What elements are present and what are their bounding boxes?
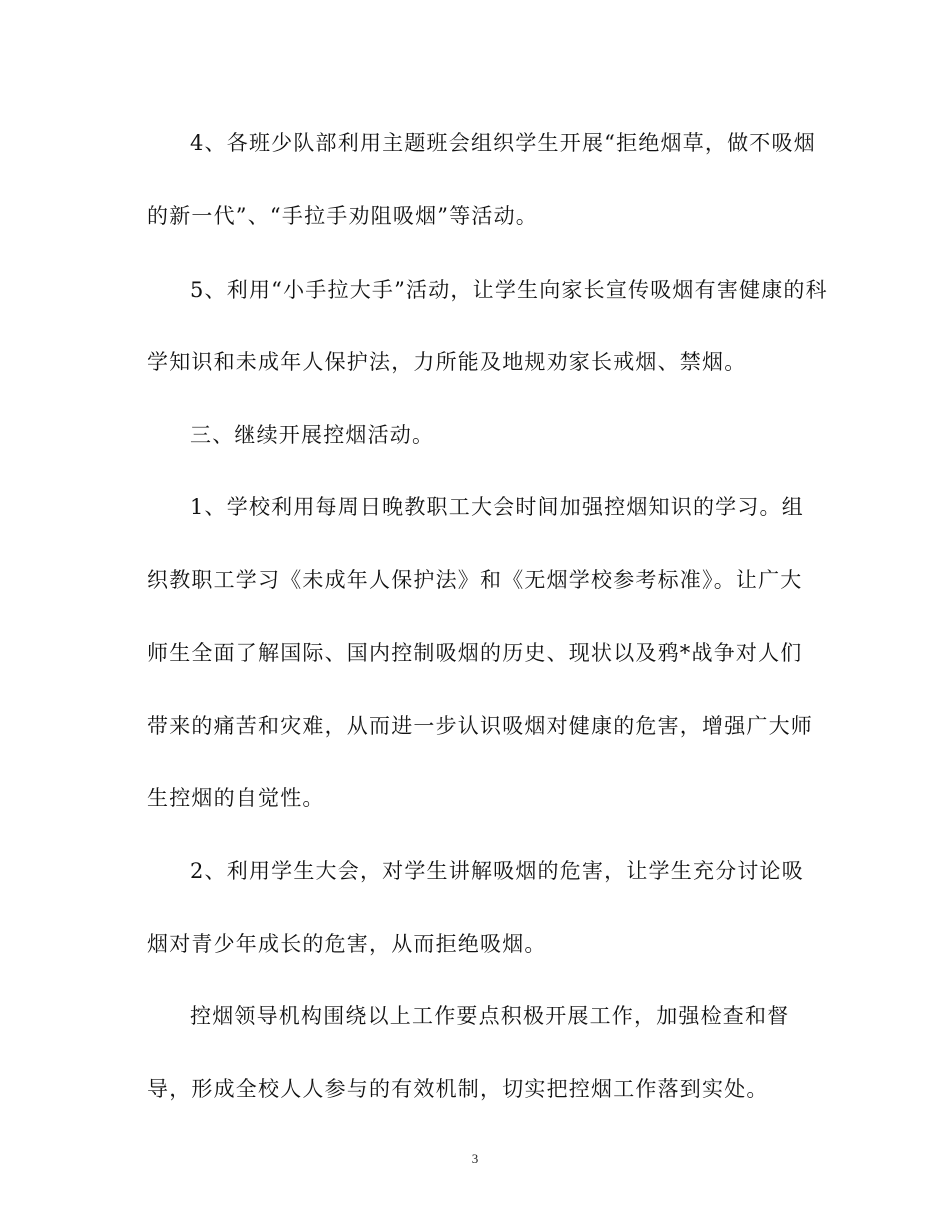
item-1-line-4: 带来的痛苦和灾难，从而进一步认识吸烟对健康的危害，增强广大师: [147, 714, 813, 738]
paragraph-4-line-1: 4、各班少队部利用主题班会组织学生开展“拒绝烟草，做不吸烟: [190, 131, 816, 155]
paragraph-5-line-1: 5、利用“小手拉大手”活动，让学生向家长宣传吸烟有害健康的科: [190, 278, 828, 302]
paragraph-4-line-2: 的新一代”、“手拉手劝阻吸烟”等活动。: [147, 204, 539, 228]
item-1-line-5: 生控烟的自觉性。: [147, 786, 325, 810]
closing-paragraph-line-2: 导，形成全校人人参与的有效机制，切实把控烟工作落到实处。: [147, 1077, 769, 1101]
page-number: 3: [471, 1151, 479, 1166]
item-1-line-2: 织教职工学习《未成年人保护法》和《无烟学校参考标准》。让广大: [147, 568, 803, 592]
item-2-line-2: 烟对青少年成长的危害，从而拒绝吸烟。: [147, 932, 547, 956]
item-1-line-1: 1、学校利用每周日晚教职工大会时间加强控烟知识的学习。组: [190, 495, 804, 519]
closing-paragraph-line-1: 控烟领导机构围绕以上工作要点积极开展工作，加强检查和督: [190, 1004, 790, 1028]
paragraph-5-line-2: 学知识和未成年人保护法，力所能及地规劝家长戒烟、禁烟。: [147, 350, 747, 374]
item-2-line-1: 2、利用学生大会，对学生讲解吸烟的危害，让学生充分讨论吸: [190, 859, 804, 883]
item-1-line-3: 师生全面了解国际、国内控制吸烟的历史、现状以及鸦*战争对人们: [147, 641, 803, 665]
section-heading-3: 三、继续开展控烟活动。: [190, 423, 435, 447]
